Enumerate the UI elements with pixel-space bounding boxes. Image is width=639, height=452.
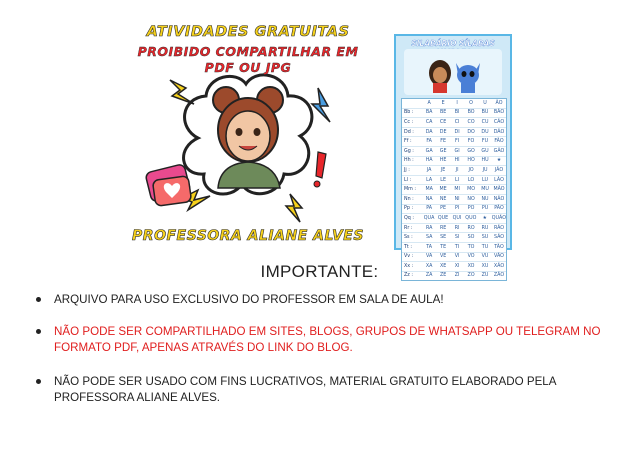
lightning-icon <box>312 88 330 122</box>
bullet-icon <box>36 297 41 302</box>
table-row: Xx : XA XE XI XO XU XÃO <box>402 262 506 272</box>
logo-subtitle: PDF OU JPG <box>204 60 292 75</box>
table-row: Zz : ZA ZE ZI ZO ZU ZÃO <box>404 273 505 279</box>
syllabary-title: SILABÁRIO SÍLABAS <box>411 39 495 48</box>
table-row: Tt : TA TE TI TO TU TÃO <box>402 243 506 253</box>
cartoon-characters-illustration <box>404 49 502 95</box>
notice-heading: IMPORTANTE: <box>260 262 379 281</box>
exclamation-icon <box>316 152 326 178</box>
table-row: Bb : BA BE BI BO BU BÃO <box>402 109 506 119</box>
table-row: Vv : VA VE VI VO VU VÃO <box>402 253 506 263</box>
lightning-icon <box>170 80 194 104</box>
table-row: Pp : PA PE PI PO PU PÃO <box>402 205 506 215</box>
list-item <box>34 374 614 406</box>
syllabary-table <box>401 98 507 281</box>
list-item <box>34 324 614 356</box>
brand-logo <box>128 18 368 254</box>
notice-item-text: NÃO PODE SER COMPARTILHADO EM SITES, BLOGS, GRUPOS DE WHATSAPP OU TELEGRAM NO FORMATO PDF, APENAS ATRAVÉS DO LINK DO BLOG. <box>54 325 601 354</box>
notice-list <box>34 292 614 406</box>
table-row: Qq : QUA QUE QUI QUO ★ QUÃO <box>402 214 506 224</box>
table-row: Mm : MA ME MI MO MU MÃO <box>402 185 506 195</box>
author-name: PROFESSORA ALIANE ALVES <box>132 228 364 244</box>
list-item <box>34 292 614 308</box>
table-row: Jj : JA JE JI JO JU JÃO <box>402 166 506 176</box>
table-row: Rr : RA RE RI RO RU RÃO <box>402 224 506 234</box>
notice-item-text: ARQUIVO PARA USO EXCLUSIVO DO PROFESSOR EM SALA DE AULA! <box>54 293 444 306</box>
table-row: Ll : LA LE LI LO LU LÃO <box>402 176 506 186</box>
logo-title: ATIVIDADES GRATUITAS <box>146 24 350 40</box>
lightning-icon <box>286 194 302 222</box>
notice-item-text: NÃO PODE SER USADO COM FINS LUCRATIVOS, MATERIAL GRATUITO ELABORADO PELA PROFESSORA ALIANE ALVES. <box>54 375 556 404</box>
table-row: A E I O U ÃO <box>402 99 506 109</box>
bullet-icon <box>36 379 41 384</box>
table-row: Cc : CA CE CI CO CU CÃO <box>402 118 506 128</box>
table-row: Ff : FA FE FI FO FU FÃO <box>402 137 506 147</box>
table-row: Gg : GA GE GI GO GU GÃO <box>402 147 506 157</box>
table-row: Dd : DA DE DI DO DU DÃO <box>402 128 506 138</box>
table-row: Ss : SA SE SI SO SU SÃO <box>402 233 506 243</box>
logo-subtitle: PROIBIDO COMPARTILHAR EM <box>137 44 359 59</box>
syllabary-preview <box>394 34 512 279</box>
table-row: Nn : NA NE NI NO NU NÃO <box>402 195 506 205</box>
table-row: Hh : HA HE HI HO HU ★ <box>402 157 506 167</box>
bullet-icon <box>36 329 41 334</box>
